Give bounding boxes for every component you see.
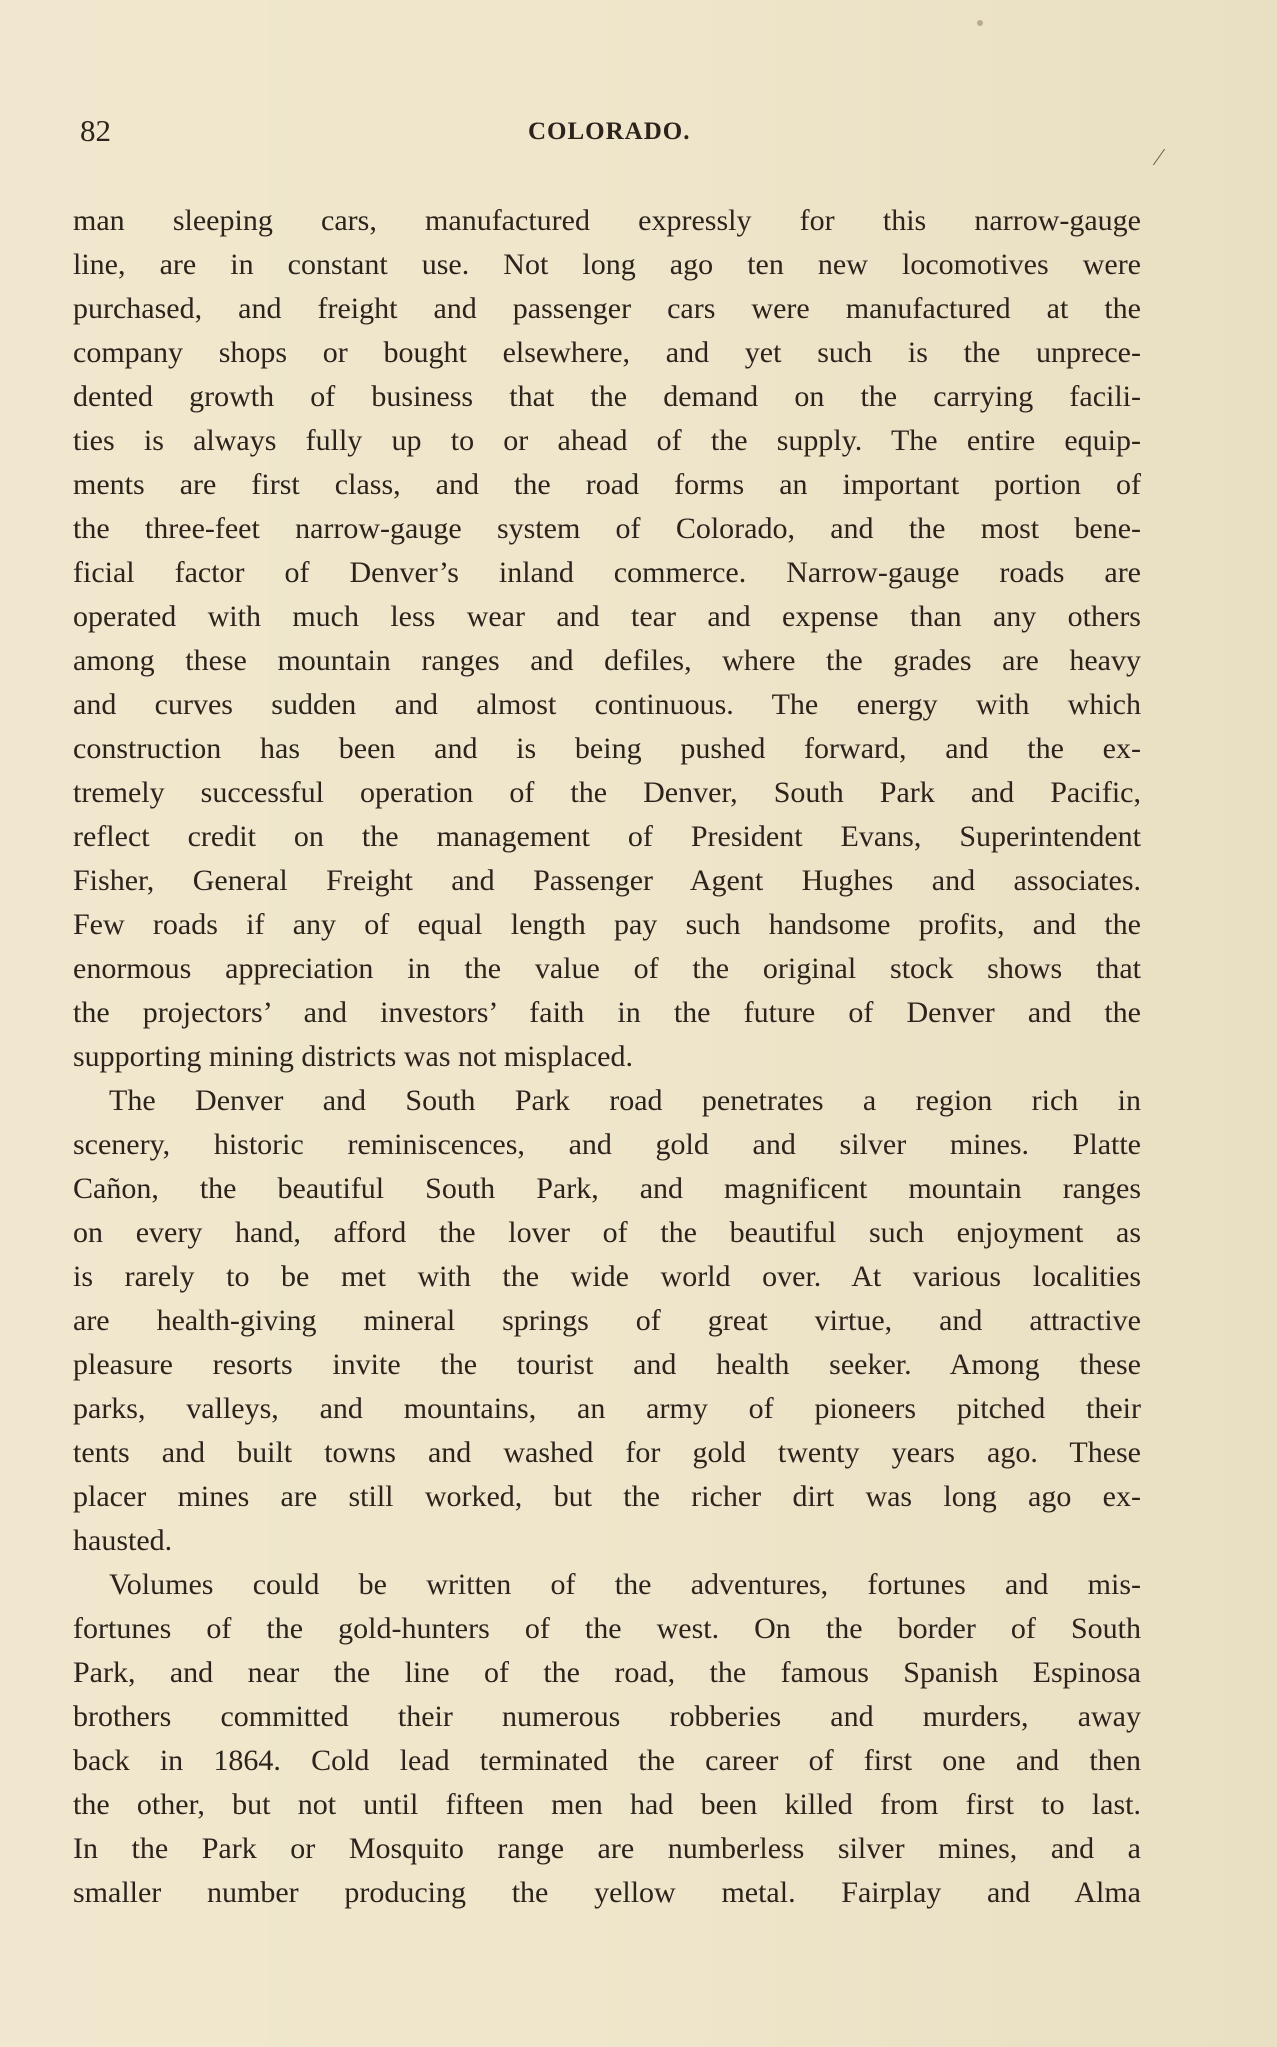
text-line: dented growth of business that the demand on the carrying facili- xyxy=(73,380,1141,413)
text-line: placer mines are still worked, but the richer dirt was long ago ex- xyxy=(73,1480,1141,1513)
page-number: 82 xyxy=(80,113,111,148)
text-line: enormous appreciation in the value of the original stock shows that xyxy=(73,952,1141,985)
text-line: brothers committed their numerous robberies and murders, away xyxy=(73,1700,1141,1733)
body-text xyxy=(73,199,1141,1915)
paragraph xyxy=(73,1563,1141,1915)
text-line: Park, and near the line of the road, the famous Spanish Espinosa xyxy=(73,1656,1141,1689)
text-line: is rarely to be met with the wide world over. At various localities xyxy=(73,1260,1141,1293)
text-line: among these mountain ranges and defiles, where the grades are heavy xyxy=(73,644,1141,677)
text-line: smaller number producing the yellow metal. Fairplay and Alma xyxy=(73,1876,1141,1909)
text-line: Volumes could be written of the adventures, fortunes and mis- xyxy=(109,1568,1141,1601)
text-line: back in 1864. Cold lead terminated the career of first one and then xyxy=(73,1744,1141,1777)
text-line: In the Park or Mosquito range are numberless silver mines, and a xyxy=(73,1832,1141,1865)
text-line: Cañon, the beautiful South Park, and magnificent mountain ranges xyxy=(73,1172,1141,1205)
margin-mark: ⁄ xyxy=(1157,145,1162,171)
text-line: fortunes of the gold-hunters of the west. On the border of South xyxy=(73,1612,1141,1645)
text-line: are health-giving mineral springs of great virtue, and attractive xyxy=(73,1304,1141,1337)
text-line: purchased, and freight and passenger cars were manufactured at the xyxy=(73,292,1141,325)
text-line: supporting mining districts was not misplaced. xyxy=(73,1040,633,1073)
text-line: on every hand, afford the lover of the beautiful such enjoyment as xyxy=(73,1216,1141,1249)
text-line: the three-feet narrow-gauge system of Colorado, and the most bene- xyxy=(73,512,1141,545)
text-line: Few roads if any of equal length pay such handsome profits, and the xyxy=(73,908,1141,941)
text-line: ficial factor of Denver’s inland commerce. Narrow-gauge roads are xyxy=(73,556,1141,589)
paragraph xyxy=(73,1079,1141,1563)
running-title: COLORADO. xyxy=(528,118,691,145)
text-line: man sleeping cars, manufactured expressly for this narrow-gauge xyxy=(73,204,1141,237)
text-line: scenery, historic reminiscences, and gold and silver mines. Platte xyxy=(73,1128,1141,1161)
text-line: operated with much less wear and tear and expense than any others xyxy=(73,600,1141,633)
text-line: tents and built towns and washed for gold twenty years ago. These xyxy=(73,1436,1141,1469)
text-line: pleasure resorts invite the tourist and health seeker. Among these xyxy=(73,1348,1141,1381)
text-line: The Denver and South Park road penetrates a region rich in xyxy=(109,1084,1141,1117)
text-line: ties is always fully up to or ahead of the supply. The entire equip- xyxy=(73,424,1141,457)
text-line: reflect credit on the management of President Evans, Superintendent xyxy=(73,820,1141,853)
text-line: the projectors’ and investors’ faith in the future of Denver and the xyxy=(73,996,1141,1029)
text-line: the other, but not until fifteen men had been killed from first to last. xyxy=(73,1788,1141,1821)
paragraph xyxy=(73,199,1141,1079)
text-line: ments are first class, and the road forms an important portion of xyxy=(73,468,1141,501)
text-line: hausted. xyxy=(73,1524,173,1557)
text-line: parks, valleys, and mountains, an army of pioneers pitched their xyxy=(73,1392,1141,1425)
text-line: and curves sudden and almost continuous. The energy with which xyxy=(73,688,1141,721)
paper-speck xyxy=(977,20,983,26)
text-line: construction has been and is being pushed forward, and the ex- xyxy=(73,732,1141,765)
text-line: line, are in constant use. Not long ago ten new locomotives were xyxy=(73,248,1141,281)
text-line: tremely successful operation of the Denver, South Park and Pacific, xyxy=(73,776,1141,809)
text-line: company shops or bought elsewhere, and yet such is the unprece- xyxy=(73,336,1141,369)
text-line: Fisher, General Freight and Passenger Agent Hughes and associates. xyxy=(73,864,1141,897)
